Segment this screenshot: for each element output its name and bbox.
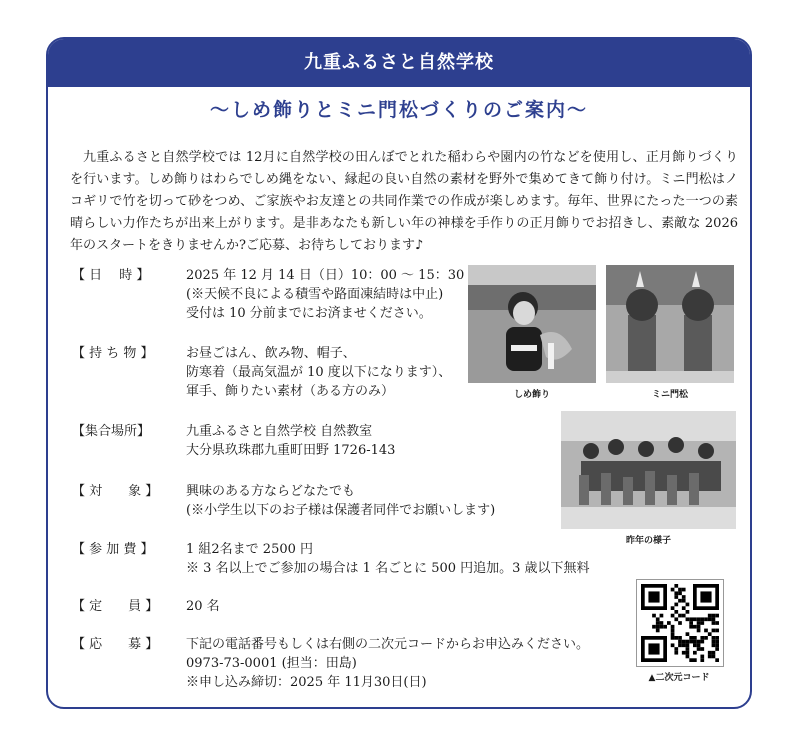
detail-line: 大分県玖珠郡九重町田野 1726-143 — [186, 443, 396, 458]
detail-line: 20 名 — [186, 599, 220, 614]
event-subtitle: ～しめ飾りとミニ門松づくりのご案内～ — [209, 99, 588, 121]
detail-line: (※天候不良による積雪や路面凍結時は中止) — [186, 287, 444, 302]
detail-label: 【 対 象 】 — [72, 484, 159, 499]
detail-line: ※申し込み締切：2025 年 11月30日(日) — [186, 675, 427, 690]
kadomatsu-caption: ミニ門松 — [651, 390, 688, 400]
detail-label: 【 日 時 】 — [72, 268, 150, 283]
detail-line: 九重ふるさと自然学校 自然教室 — [186, 424, 373, 439]
intro-paragraph: 九重ふるさと自然学校では 12月に自然学校の田んぼでとれた稲わらや園内の竹などを使用し、正月飾りづくりを行います。しめ飾りはわらでしめ縄をない、縁起の良い自然の素材を野外で集めてきて飾り付け。ミニ門松はノコギリで竹を切って砂をつめ、ご家族やお友達との共同作業での作成が楽しめます。毎年、世界にたった一つの素晴らしい力作たちが出来上がります。是非あなたも新しい年の神様を手作りの正月飾りでお招きし、素敵な 2026 年のスタートをきりませんか?ご応募、お待ちしております♪ — [70, 150, 738, 253]
detail-line: 0973-73-0001 (担当：田島) — [186, 656, 357, 671]
qr-code-icon — [637, 580, 723, 666]
detail-label: 【 応 募 】 — [72, 637, 159, 652]
qr-code[interactable] — [636, 579, 724, 667]
detail-label: 【 参 加 費 】 — [72, 542, 154, 557]
kadomatsu-photo — [606, 265, 734, 383]
detail-label: 【 定 員 】 — [72, 599, 159, 614]
shimekazari-caption: しめ飾り — [513, 390, 550, 400]
detail-line: お昼ごはん、飲み物、帽子、 — [186, 346, 356, 361]
school-title: 九重ふるさと自然学校 — [48, 39, 750, 87]
detail-line: 1 組2名まで 2500 円 — [186, 542, 314, 557]
qr-caption: ▲二次元コード — [648, 673, 710, 683]
detail-line: 2025 年 12 月 14 日（日）10：00 ～ 15：30 — [186, 268, 465, 283]
last-year-caption: 昨年の様子 — [625, 536, 671, 546]
detail-line: 下記の電話番号もしくは右側の二次元コードからお申込みください。 — [186, 637, 590, 652]
detail-line: 軍手、飾りたい素材（ある方のみ） — [186, 384, 395, 399]
detail-line: ※ 3 名以上でご参加の場合は 1 名ごとに 500 円追加。3 歳以下無料 — [186, 561, 590, 576]
detail-line: 受付は 10 分前までにお済ませください。 — [186, 306, 432, 321]
detail-label: 【集合場所】 — [72, 424, 151, 439]
detail-line: (※小学生以下のお子様は保護者同伴でお願いします) — [186, 503, 496, 518]
shimekazari-photo — [468, 265, 596, 383]
event-flyer-card — [46, 37, 752, 709]
detail-line: 興味のある方ならどなたでも — [186, 484, 356, 499]
detail-label: 【 持 ち 物 】 — [72, 346, 154, 361]
detail-line: 防寒着（最高気温が 10 度以下になります）、 — [186, 365, 452, 380]
last-year-photo — [561, 411, 736, 529]
